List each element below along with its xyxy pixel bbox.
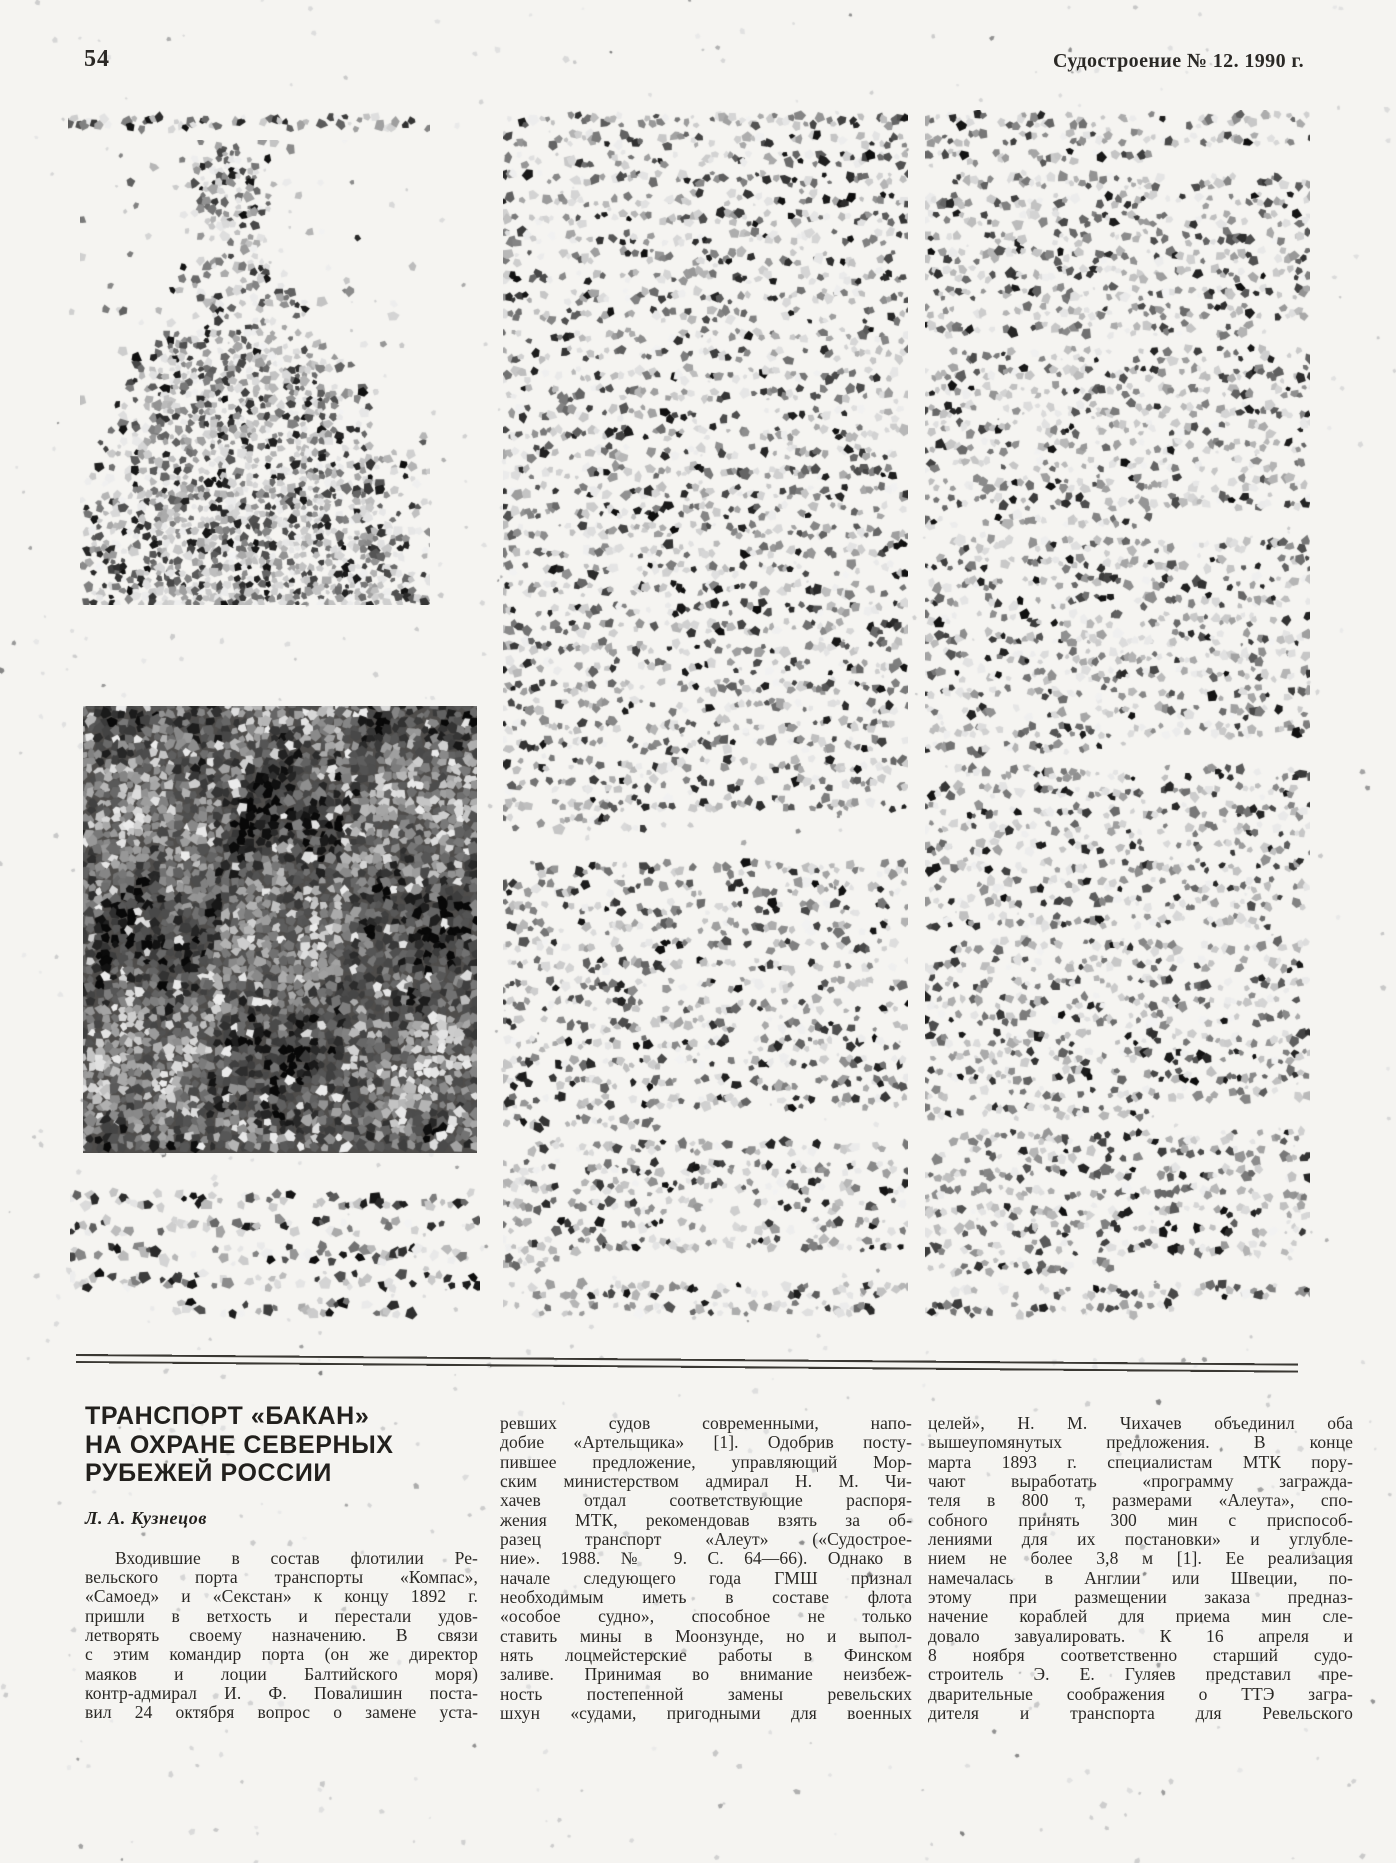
text-line: строитель Э. Е. Гуляев представил пре- (928, 1664, 1353, 1685)
page-number: 54 (84, 46, 110, 72)
text-line: маяков и лоции Балтийского моря) (85, 1663, 478, 1684)
text-line: вышеупомянутых предложения. В конце (928, 1432, 1353, 1453)
text-line: ревших судов современными, напо- (500, 1413, 912, 1433)
text-line: хачев отдал соответствующие распоря- (500, 1490, 912, 1511)
article-author: Л. А. Кузнецов (85, 1507, 207, 1528)
text-line: собного принять 300 мин с приспособ- (928, 1509, 1353, 1530)
masked-ship-photo (80, 140, 430, 605)
masked-photo-caption (70, 1185, 480, 1325)
text-line: РУБЕЖЕЙ РОССИИ (85, 1459, 332, 1487)
article-body-left (85, 1549, 478, 1723)
article-body-right (928, 1414, 1353, 1724)
text-line: нием не более 3,8 м [1]. Ее реализация (928, 1548, 1353, 1569)
text-line: «Самоед» и «Секстан» к концу 1892 г. (85, 1586, 478, 1607)
text-line: ность постепенной замены ревельских (500, 1683, 912, 1704)
article-column-left (85, 1402, 478, 1723)
text-line: лениями для их постановки» и углубле- (928, 1529, 1353, 1550)
masked-text-column-middle (503, 110, 908, 1326)
text-line: ским министерством адмирал Н. М. Чи- (500, 1471, 912, 1492)
article-title (85, 1402, 478, 1488)
text-line: летворять своему назначению. В связи (85, 1624, 478, 1645)
text-line: этому при размещении заказа предназ- (928, 1587, 1353, 1608)
text-line: вельского порта транспорты «Компас», (85, 1566, 478, 1587)
article-column-right (928, 1414, 1353, 1724)
text-line: «особое судно», способное не только (500, 1606, 912, 1627)
text-line: с этим командир порта (он же директор (85, 1644, 478, 1665)
text-line: ставить мины в Моонзунде, но и выпол- (500, 1625, 912, 1646)
text-line: дварительные соображения о ТТЭ загра- (928, 1683, 1353, 1704)
text-line: ТРАНСПОРТ «БАКАН» (85, 1402, 370, 1430)
article-column-middle (500, 1414, 912, 1724)
text-line: целей», Н. М. Чихачев объединил оба (928, 1413, 1353, 1433)
text-line: начале следующего года ГМШ признал (500, 1567, 912, 1588)
text-line: нять лоцмейстерские работы в Финском (500, 1645, 912, 1666)
text-line: довало завуалировать. К 16 апреля и (928, 1625, 1353, 1646)
masked-text-strip (68, 110, 430, 136)
text-line: заливе. Принимая во внимание неизбеж- (500, 1664, 912, 1685)
text-line: 8 ноября соответственно старший судо- (928, 1645, 1353, 1666)
text-line: дителя и транспорта для Ревельского (928, 1703, 1353, 1724)
text-line: теля в 800 т, размерами «Алеута», спо- (928, 1490, 1353, 1511)
text-line: разец транспорт «Алеут» («Судострое- (500, 1529, 912, 1550)
text-line: НА ОХРАНЕ СЕВЕРНЫХ (85, 1430, 394, 1459)
text-line: Входившие в состав флотилии Ре- (115, 1547, 478, 1568)
text-line: марта 1893 г. специалистам МТК пору- (928, 1451, 1353, 1472)
text-line: пившее предложение, управляющий Мор- (500, 1451, 912, 1472)
article-body-middle (500, 1414, 912, 1724)
masked-text-column-right (925, 110, 1310, 1326)
text-line: жения МТК, рекомендовав взять за об- (500, 1509, 912, 1530)
text-line: вил 24 октября вопрос о замене уста- (85, 1702, 478, 1723)
text-line: чают выработать «программу загражда- (928, 1471, 1353, 1492)
text-line: шхун «судами, пригодными для военных (500, 1703, 912, 1724)
text-line: пришли в ветхость и перестали удов- (85, 1605, 478, 1626)
text-line: необходимым иметь в составе флота (500, 1587, 912, 1608)
text-line: контр-адмирал И. Ф. Повалишин поста- (85, 1682, 478, 1703)
text-line: добие «Артельщика» [1]. Одобрив посту- (500, 1432, 912, 1453)
masked-dark-photo (83, 706, 477, 1153)
text-line: намечалась в Англии или Швеции, по- (928, 1567, 1353, 1588)
journal-title: Судостроение № 12. 1990 г. (1053, 50, 1304, 72)
text-line: ние». 1988. № 9. С. 64—66). Однако в (500, 1548, 912, 1569)
text-line: начение кораблей для приема мин сле- (928, 1606, 1353, 1627)
